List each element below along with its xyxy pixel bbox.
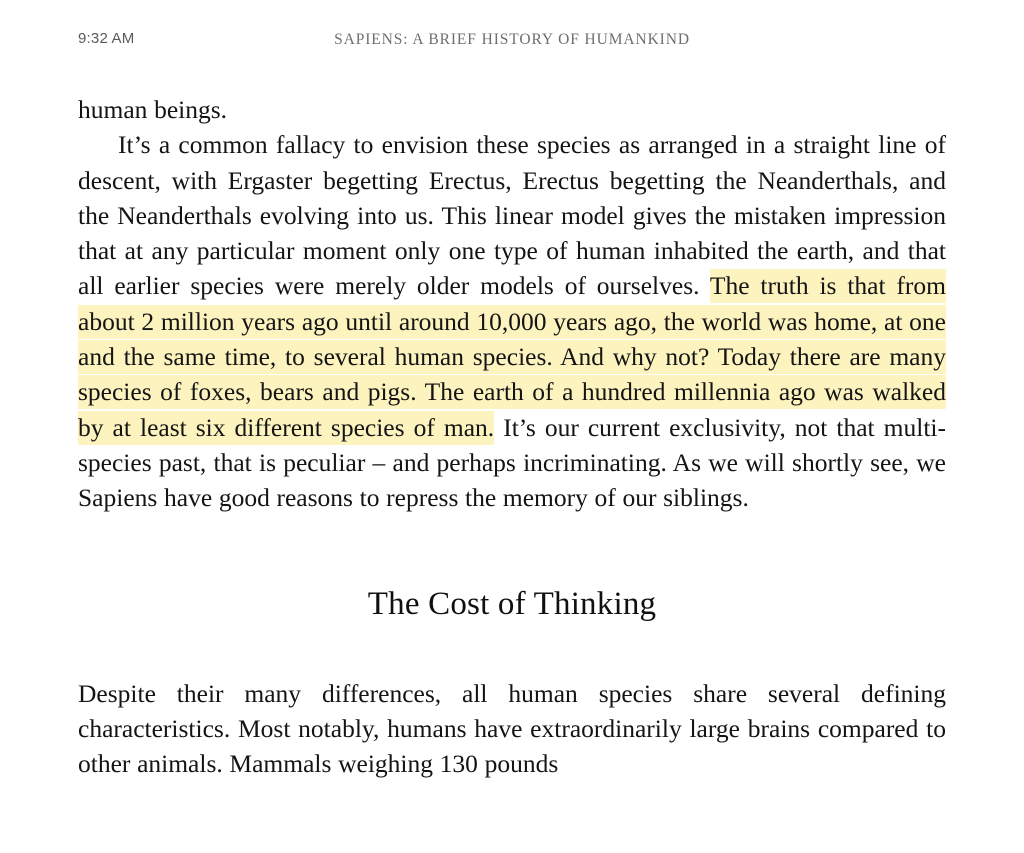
- paragraph-three: Despite their many differences, all human species share several defining characteristics. Most notably, humans have extraordinarily large brains compared to other animals. Mammals weighing 130 pounds: [78, 678, 946, 779]
- paragraph-two-after-highlight: It’s our current exclusivity, not that multi-species past, that is peculiar – and perhaps incriminating. As we will shortly see, we Sapiens have good reasons to repress the memory of our siblings.: [78, 412, 946, 513]
- section-heading: The Cost of Thinking: [367, 585, 657, 622]
- running-title: SAPIENS: A BRIEF HISTORY OF HUMANKIND: [334, 31, 690, 48]
- heading-spacer-top: [78, 516, 946, 584]
- paragraph-continued: human beings.: [78, 95, 228, 124]
- paragraph-two-before-highlight: It’s a common fallacy to envision these species as arranged in a straight line of descent, with Ergaster begetting Erectus, Erectus begetting the Neanderthals, and the Neanderthals evolving into us. This linear model gives the mistaken impression that at any particular moment only one type of human inhabited the earth, and that all earlier species were merely older models of ourselves.: [78, 130, 946, 301]
- page-header: [0, 30, 1024, 60]
- highlighted-passage[interactable]: The truth is that from about 2 million years ago until around 10,000 years ago, the world was home, at one and the same time, to several human species. And why not? Today there are many species of foxes, bears and pigs. The earth of a hundred millennia ago was walked by at least six different species of man.: [78, 269, 946, 444]
- paragraph-two: [78, 127, 946, 515]
- book-text-content[interactable]: [78, 92, 946, 781]
- heading-spacer-bottom: [78, 624, 946, 676]
- status-clock: 9:32 AM: [78, 30, 135, 47]
